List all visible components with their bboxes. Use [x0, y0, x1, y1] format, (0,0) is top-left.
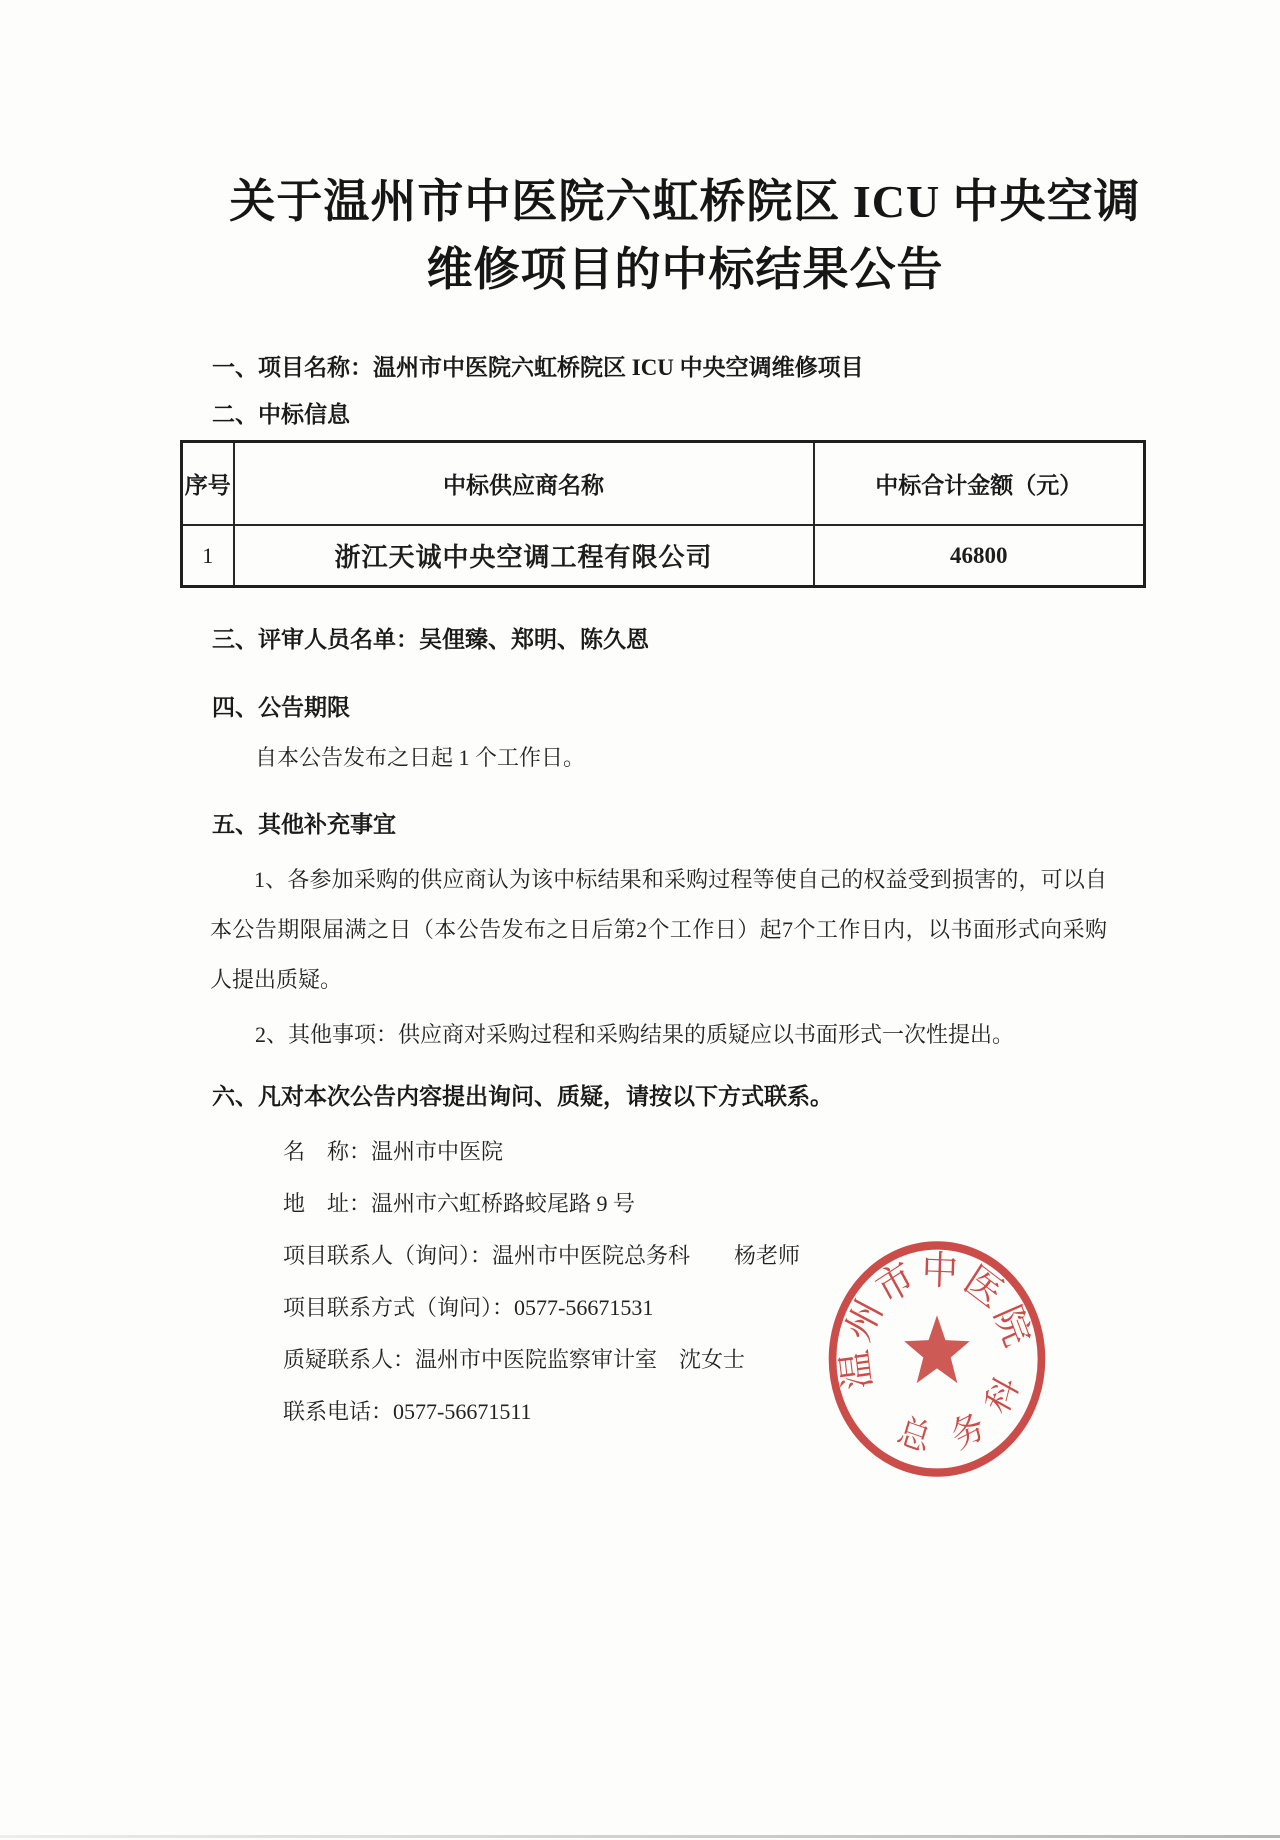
stamp-char: 院 — [986, 1299, 1038, 1353]
header-supplier: 中标供应商名称 — [234, 442, 814, 526]
scan-edge-artifact — [0, 1835, 1280, 1838]
section-5-item-1: 1、各参加采购的供应商认为该中标结果和采购过程等使自己的权益受到损害的，可以自本公告期限届满之日（本公告发布之日后第2个工作日）起7个工作日内，以书面形式向采购人提出质疑。 — [210, 867, 1107, 992]
stamp-char: 总 — [893, 1412, 936, 1460]
stamp-star-icon — [904, 1315, 970, 1383]
stamp-char: 科 — [980, 1371, 1027, 1421]
section-5-heading: 五、其他补充事宜 — [212, 812, 396, 837]
section-1-heading: 一、项目名称：温州市中医院六虹桥院区 ICU 中央空调维修项目 — [212, 355, 864, 380]
official-seal-stamp — [822, 1234, 1052, 1484]
table-row — [182, 525, 1145, 587]
stamp-char: 医 — [956, 1258, 1010, 1317]
contact-query-phone: 联系电话：0577-56671511 — [283, 1399, 532, 1424]
document-title — [90, 168, 1280, 304]
section-3-heading: 三、评审人员名单：吴俚臻、郑明、陈久恩 — [212, 627, 649, 652]
contact-address: 地 址：温州市六虹桥路蛟尾路 9 号 — [283, 1191, 636, 1216]
header-index: 序号 — [182, 442, 234, 526]
stamp-char: 中 — [920, 1249, 959, 1295]
stamp-char: 市 — [869, 1255, 922, 1313]
cell-amount: 46800 — [814, 525, 1145, 587]
contact-name: 名 称：温州市中医院 — [283, 1139, 504, 1164]
section-5-item-2: 2、其他事项：供应商对采购过程和采购结果的质疑应以书面形式一次性提出。 — [255, 1022, 1015, 1047]
table-header-row — [182, 442, 1145, 526]
section-2-heading: 二、中标信息 — [212, 402, 350, 427]
section-4-heading: 四、公告期限 — [212, 695, 350, 720]
bid-info-table — [180, 440, 1146, 588]
stamp-char: 州 — [838, 1293, 891, 1349]
contact-project-person: 项目联系人（询问）：温州市中医院总务科 杨老师 — [283, 1243, 801, 1268]
cell-index: 1 — [182, 525, 234, 587]
section-6-heading: 六、凡对本次公告内容提出询问、质疑，请按以下方式联系。 — [212, 1084, 833, 1109]
title-line-2: 维修项目的中标结果公告 — [426, 244, 944, 295]
contact-project-phone: 项目联系方式（询问）：0577-56671531 — [283, 1295, 654, 1320]
stamp-char: 务 — [946, 1407, 991, 1458]
stamp-char: 温 — [834, 1347, 880, 1392]
contact-query-person: 质疑联系人：温州市中医院监察审计室 沈女士 — [283, 1347, 746, 1372]
section-4-body: 自本公告发布之日起 1 个工作日。 — [255, 745, 586, 770]
cell-supplier: 浙江天诚中央空调工程有限公司 — [234, 525, 814, 587]
title-line-1: 关于温州市中医院六虹桥院区 ICU 中央空调 — [229, 176, 1141, 227]
header-amount: 中标合计金额（元） — [814, 442, 1145, 526]
